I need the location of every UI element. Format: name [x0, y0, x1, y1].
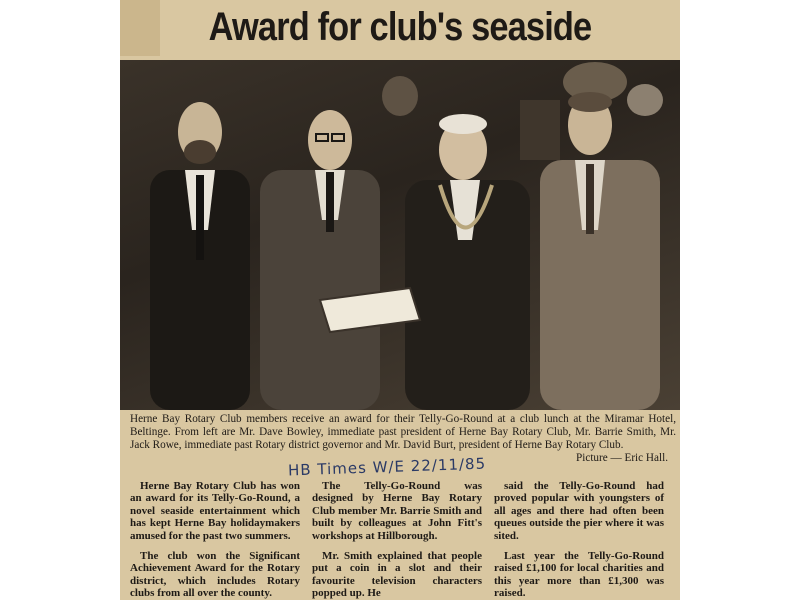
- paragraph: said the Telly-Go-Round had proved popular with youngsters of all ages and there had often been queues outside the pier where it was sited.: [494, 480, 664, 542]
- paragraph: The Telly-Go-Round was designed by Herne Bay Rotary Club member Mr. Barrie Smith and built by colleagues at John Fitt's workshops at Hillborough.: [312, 480, 482, 542]
- article-column-3: [494, 480, 664, 600]
- paragraph: Herne Bay Rotary Club has won an award for its Telly-Go-Round, a novel seaside entertainment which has kept Herne Bay holidaymakers amused for the past two summers.: [130, 480, 300, 542]
- article-photo: [120, 60, 680, 410]
- article-headline: Award for club's seaside: [208, 5, 592, 49]
- article-column-2: [312, 480, 482, 600]
- article-column-1: [130, 480, 300, 600]
- wall-plate-2: [627, 84, 663, 116]
- paragraph: The club won the Significant Achievement Award for the Rotary district, which includes Rotary clubs from all over the county.: [130, 550, 300, 600]
- paragraph: Mr. Smith explained that people put a coin in a slot and their favourite television characters popped up. He: [312, 550, 482, 600]
- person-dave-bowley: [150, 102, 250, 410]
- paper-fold: [120, 0, 160, 56]
- wall-plate-3: [382, 76, 418, 116]
- wall-frame: [520, 100, 560, 160]
- newspaper-clipping: [120, 0, 680, 600]
- photo-illustration: [120, 60, 680, 410]
- photo-caption: Herne Bay Rotary Club members receive an award for their Telly-Go-Round at a club lunch at the Miramar Hotel, Beltinge. From left are Mr. Dave Bowley, immediate past president of Herne Bay Rotary Club, Mr. Barrie Smith, Mr. Jack Rowe, immediate past Rotary district governor and Mr. David Burt, president of Herne Bay Rotary Club.: [130, 413, 676, 451]
- handwritten-date-note: HB Times W/E 22/11/85: [287, 454, 487, 480]
- person-barrie-smith: [260, 110, 380, 410]
- photo-credit: Picture — Eric Hall.: [576, 452, 668, 464]
- person-jack-rowe: [405, 114, 530, 410]
- paragraph: Last year the Telly-Go-Round raised £1,100 for local charities and this year more than £1,300 was raised.: [494, 550, 664, 600]
